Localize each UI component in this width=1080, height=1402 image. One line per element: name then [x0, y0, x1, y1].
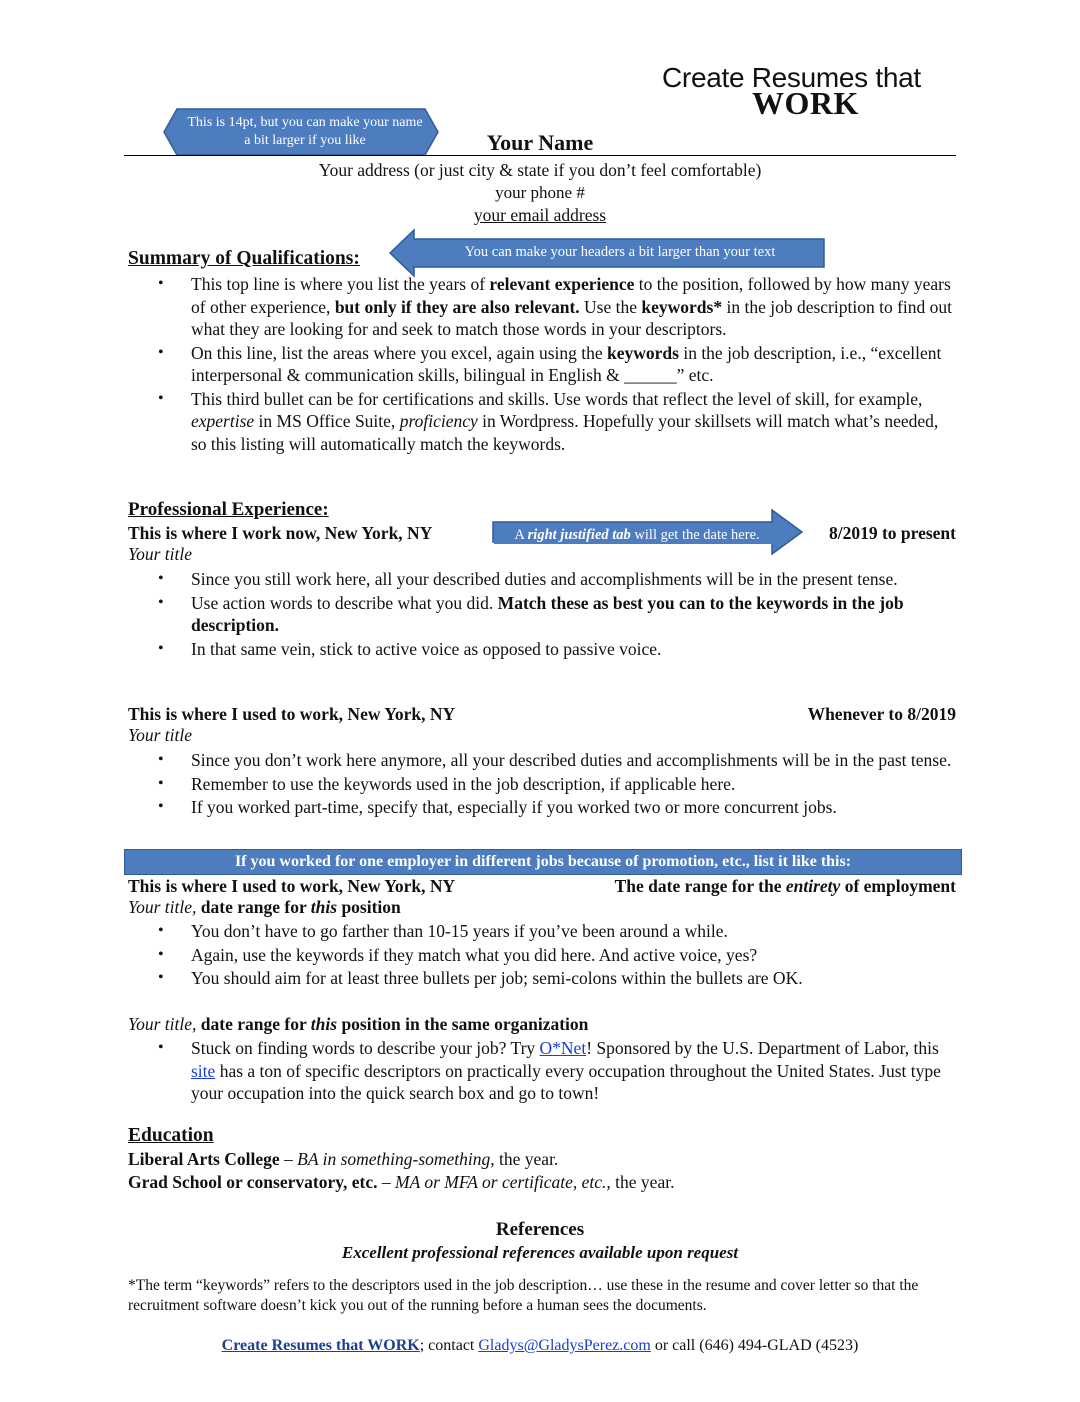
education-item: Liberal Arts College – BA in something-something, the year. — [128, 1149, 559, 1169]
list-item: • Since you still work here, all your described duties and accomplishments will be in the present tense. — [128, 568, 956, 591]
job2-header — [128, 703, 956, 725]
contact-email-link[interactable]: Gladys@GladysPerez.com — [478, 1337, 651, 1354]
job2-title: Your title — [128, 725, 193, 745]
list-item: • You should aim for at least three bullets per job; semi-colons within the bullets are OK. — [128, 967, 956, 990]
list-item: • Again, use the keywords if they match what you did here. And active voice, yes? — [128, 944, 956, 967]
job3-title2: Your title, date range for this position in the same organization — [128, 1014, 589, 1034]
education-item: Grad School or conservatory, etc. – MA or MFA or certificate, etc., the year. — [128, 1172, 675, 1192]
list-item: • You don’t have to go farther than 10-15 years if you’ve been around a while. — [128, 920, 956, 943]
phone: your phone # — [495, 183, 585, 202]
callout-name-text: This is 14pt, but you can make your name a bit larger if you like — [185, 114, 425, 150]
list-item: • This top line is where you list the years of relevant experience to the position, followed by how many years of other experience, but only if they are also relevant. Use the keywords* in the job description to find out what they are looking for and seek to match those words in your descriptors. — [128, 273, 956, 341]
onet-list — [128, 1037, 956, 1106]
job2-list — [128, 749, 956, 820]
references-text: Excellent professional references available upon request — [341, 1243, 739, 1262]
callout-tab-text: A right justified tab will get the date here. — [494, 526, 780, 544]
summary-heading: Summary of Qualifications: — [128, 248, 360, 269]
job1-dates: 8/2019 to present — [828, 523, 956, 543]
list-item: • Stuck on finding words to describe your job? Try O*Net! Sponsored by the U.S. Department of Labor, this site has a ton of specific descriptors on practically every occupation throughout the United States. Just type your occupation into the quick search box and go to town! — [128, 1037, 956, 1105]
job3-employer: This is where I used to work, New York, NY — [128, 876, 456, 896]
page-footer: Create Resumes that WORK; contact Gladys@GladysPerez.com or call (646) 494-GLAD (4523) — [221, 1337, 859, 1354]
job2-employer: This is where I used to work, New York, NY — [128, 704, 456, 724]
list-item: • Since you don’t work here anymore, all your described duties and accomplishments will be in the past tense. — [128, 749, 956, 772]
candidate-name: Your Name — [486, 130, 594, 155]
logo-line1: Create Resumes that — [662, 62, 921, 93]
site-link[interactable]: site — [191, 1060, 216, 1081]
list-item: • Remember to use the keywords used in the job description, if applicable here. — [128, 773, 956, 796]
brand-link[interactable]: Create Resumes that WORK — [221, 1337, 420, 1354]
job1-list — [128, 568, 956, 661]
brand-logo — [662, 62, 962, 122]
address: Your address (or just city & state if you don’t feel comfortable) — [318, 160, 762, 180]
summary-list — [128, 273, 956, 456]
education-heading: Education — [128, 1125, 214, 1146]
callout-headers-text: You can make your headers a bit larger than your text — [420, 243, 820, 261]
job2-dates: Whenever to 8/2019 — [807, 704, 956, 724]
email: your email address — [473, 205, 607, 225]
logo-line2: WORK — [752, 85, 859, 121]
list-item: • This third bullet can be for certifications and skills. Use words that reflect the level of skill, for example, expertise in MS Office Suite, proficiency in Wordpress. Hopefully your skillsets will match what’s needed, so this listing will automatically match the keywords. — [128, 388, 956, 456]
job3-title: Your title, date range for this position — [128, 897, 401, 917]
job3-list — [128, 920, 956, 991]
list-item: • On this line, list the areas where you excel, again using the keywords in the job description, i.e., “excellent interpersonal & communication skills, bilingual in English & ______” etc. — [128, 342, 956, 387]
onet-link[interactable]: O*Net — [539, 1038, 587, 1058]
job1-title: Your title — [128, 544, 193, 564]
list-item: • In that same vein, stick to active voice as opposed to passive voice. — [128, 638, 956, 661]
job3-dates: The date range for the entirety of employment — [614, 876, 956, 896]
list-item: • If you worked part-time, specify that, especially if you worked two or more concurrent jobs. — [128, 796, 956, 819]
experience-heading: Professional Experience: — [128, 499, 329, 520]
job1-employer: This is where I work now, New York, NY — [128, 523, 433, 543]
references-heading: References — [495, 1219, 585, 1240]
name-divider — [124, 155, 956, 156]
list-item: • Use action words to describe what you did. Match these as best you can to the keywords in the job description. — [128, 592, 956, 637]
footnote: *The term “keywords” refers to the descriptors used in the job description… use these in the resume and cover letter so that the recruitment software doesn’t kick you out of the running before a human sees the documents. — [128, 1277, 919, 1314]
job3-header — [128, 875, 956, 897]
email-line — [0, 205, 1080, 226]
promotion-callout: If you worked for one employer in different jobs because of promotion, etc., list it like this: — [124, 849, 962, 875]
